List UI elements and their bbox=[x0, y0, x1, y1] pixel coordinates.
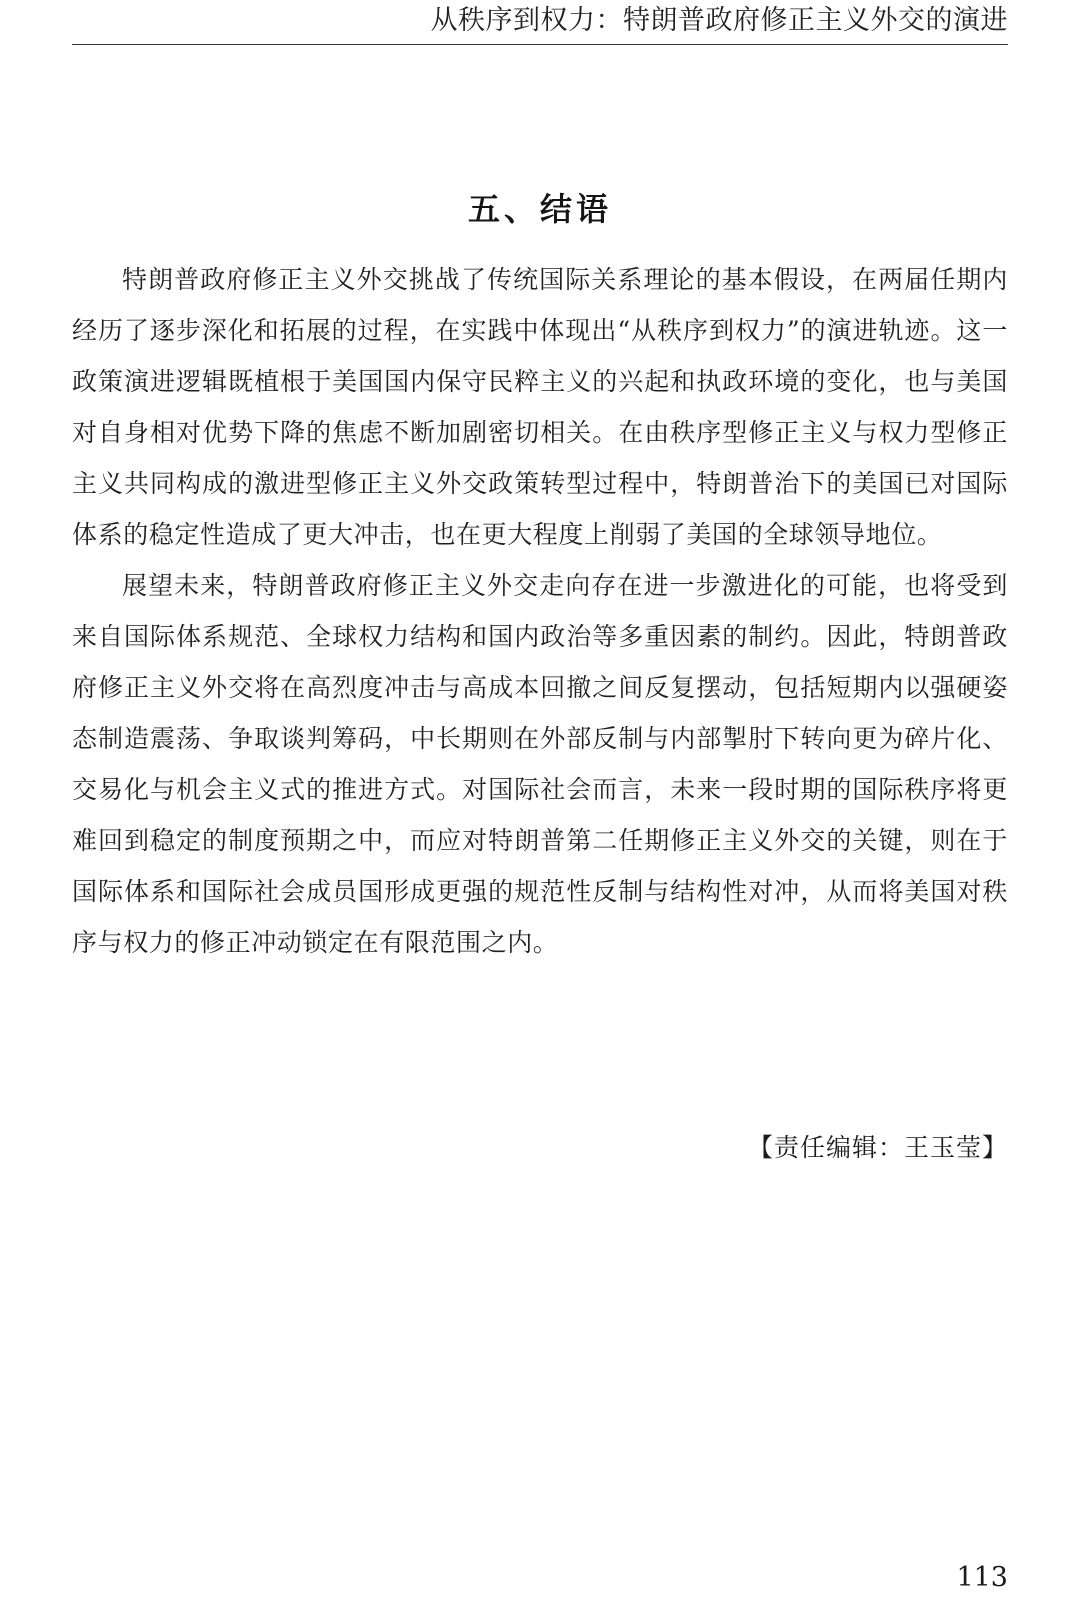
page-number: 113 bbox=[956, 1562, 1008, 1593]
body-text bbox=[72, 254, 1008, 968]
paragraph-1: 特朗普政府修正主义外交挑战了传统国际关系理论的基本假设，在两届任期内经历了逐步深化和拓展的过程，在实践中体现出“从秩序到权力”的演进轨迹。这一政策演进逻辑既植根于美国国内保守民粹主义的兴起和执政环境的变化，也与美国对自身相对优势下降的焦虑不断加剧密切相关。在由秩序型修正主义与权力型修正主义共同构成的激进型修正主义外交政策转型过程中，特朗普治下的美国已对国际体系的稳定性造成了更大冲击，也在更大程度上削弱了美国的全球领导地位。 bbox=[72, 265, 1008, 549]
running-header bbox=[72, 0, 1008, 45]
editor-note: 【责任编辑：王玉莹】 bbox=[747, 1133, 1008, 1162]
paragraph-2: 展望未来，特朗普政府修正主义外交走向存在进一步激进化的可能，也将受到来自国际体系规范、全球权力结构和国内政治等多重因素的制约。因此，特朗普政府修正主义外交将在高烈度冲击与高成本回撤之间反复摆动，包括短期内以强硬姿态制造震荡、争取谈判筹码，中长期则在外部反制与内部掣肘下转向更为碎片化、交易化与机会主义式的推进方式。对国际社会而言，未来一段时期的国际秩序将更难回到稳定的制度预期之中，而应对特朗普第二任期修正主义外交的关键，则在于国际体系和国际社会成员国形成更强的规范性反制与结构性对冲，从而将美国对秩序与权力的修正冲动锁定在有限范围之内。 bbox=[72, 571, 1008, 957]
section-title: 五、结语 bbox=[467, 189, 612, 228]
running-title: 从秩序到权力：特朗普政府修正主义外交的演进 bbox=[430, 5, 1008, 36]
